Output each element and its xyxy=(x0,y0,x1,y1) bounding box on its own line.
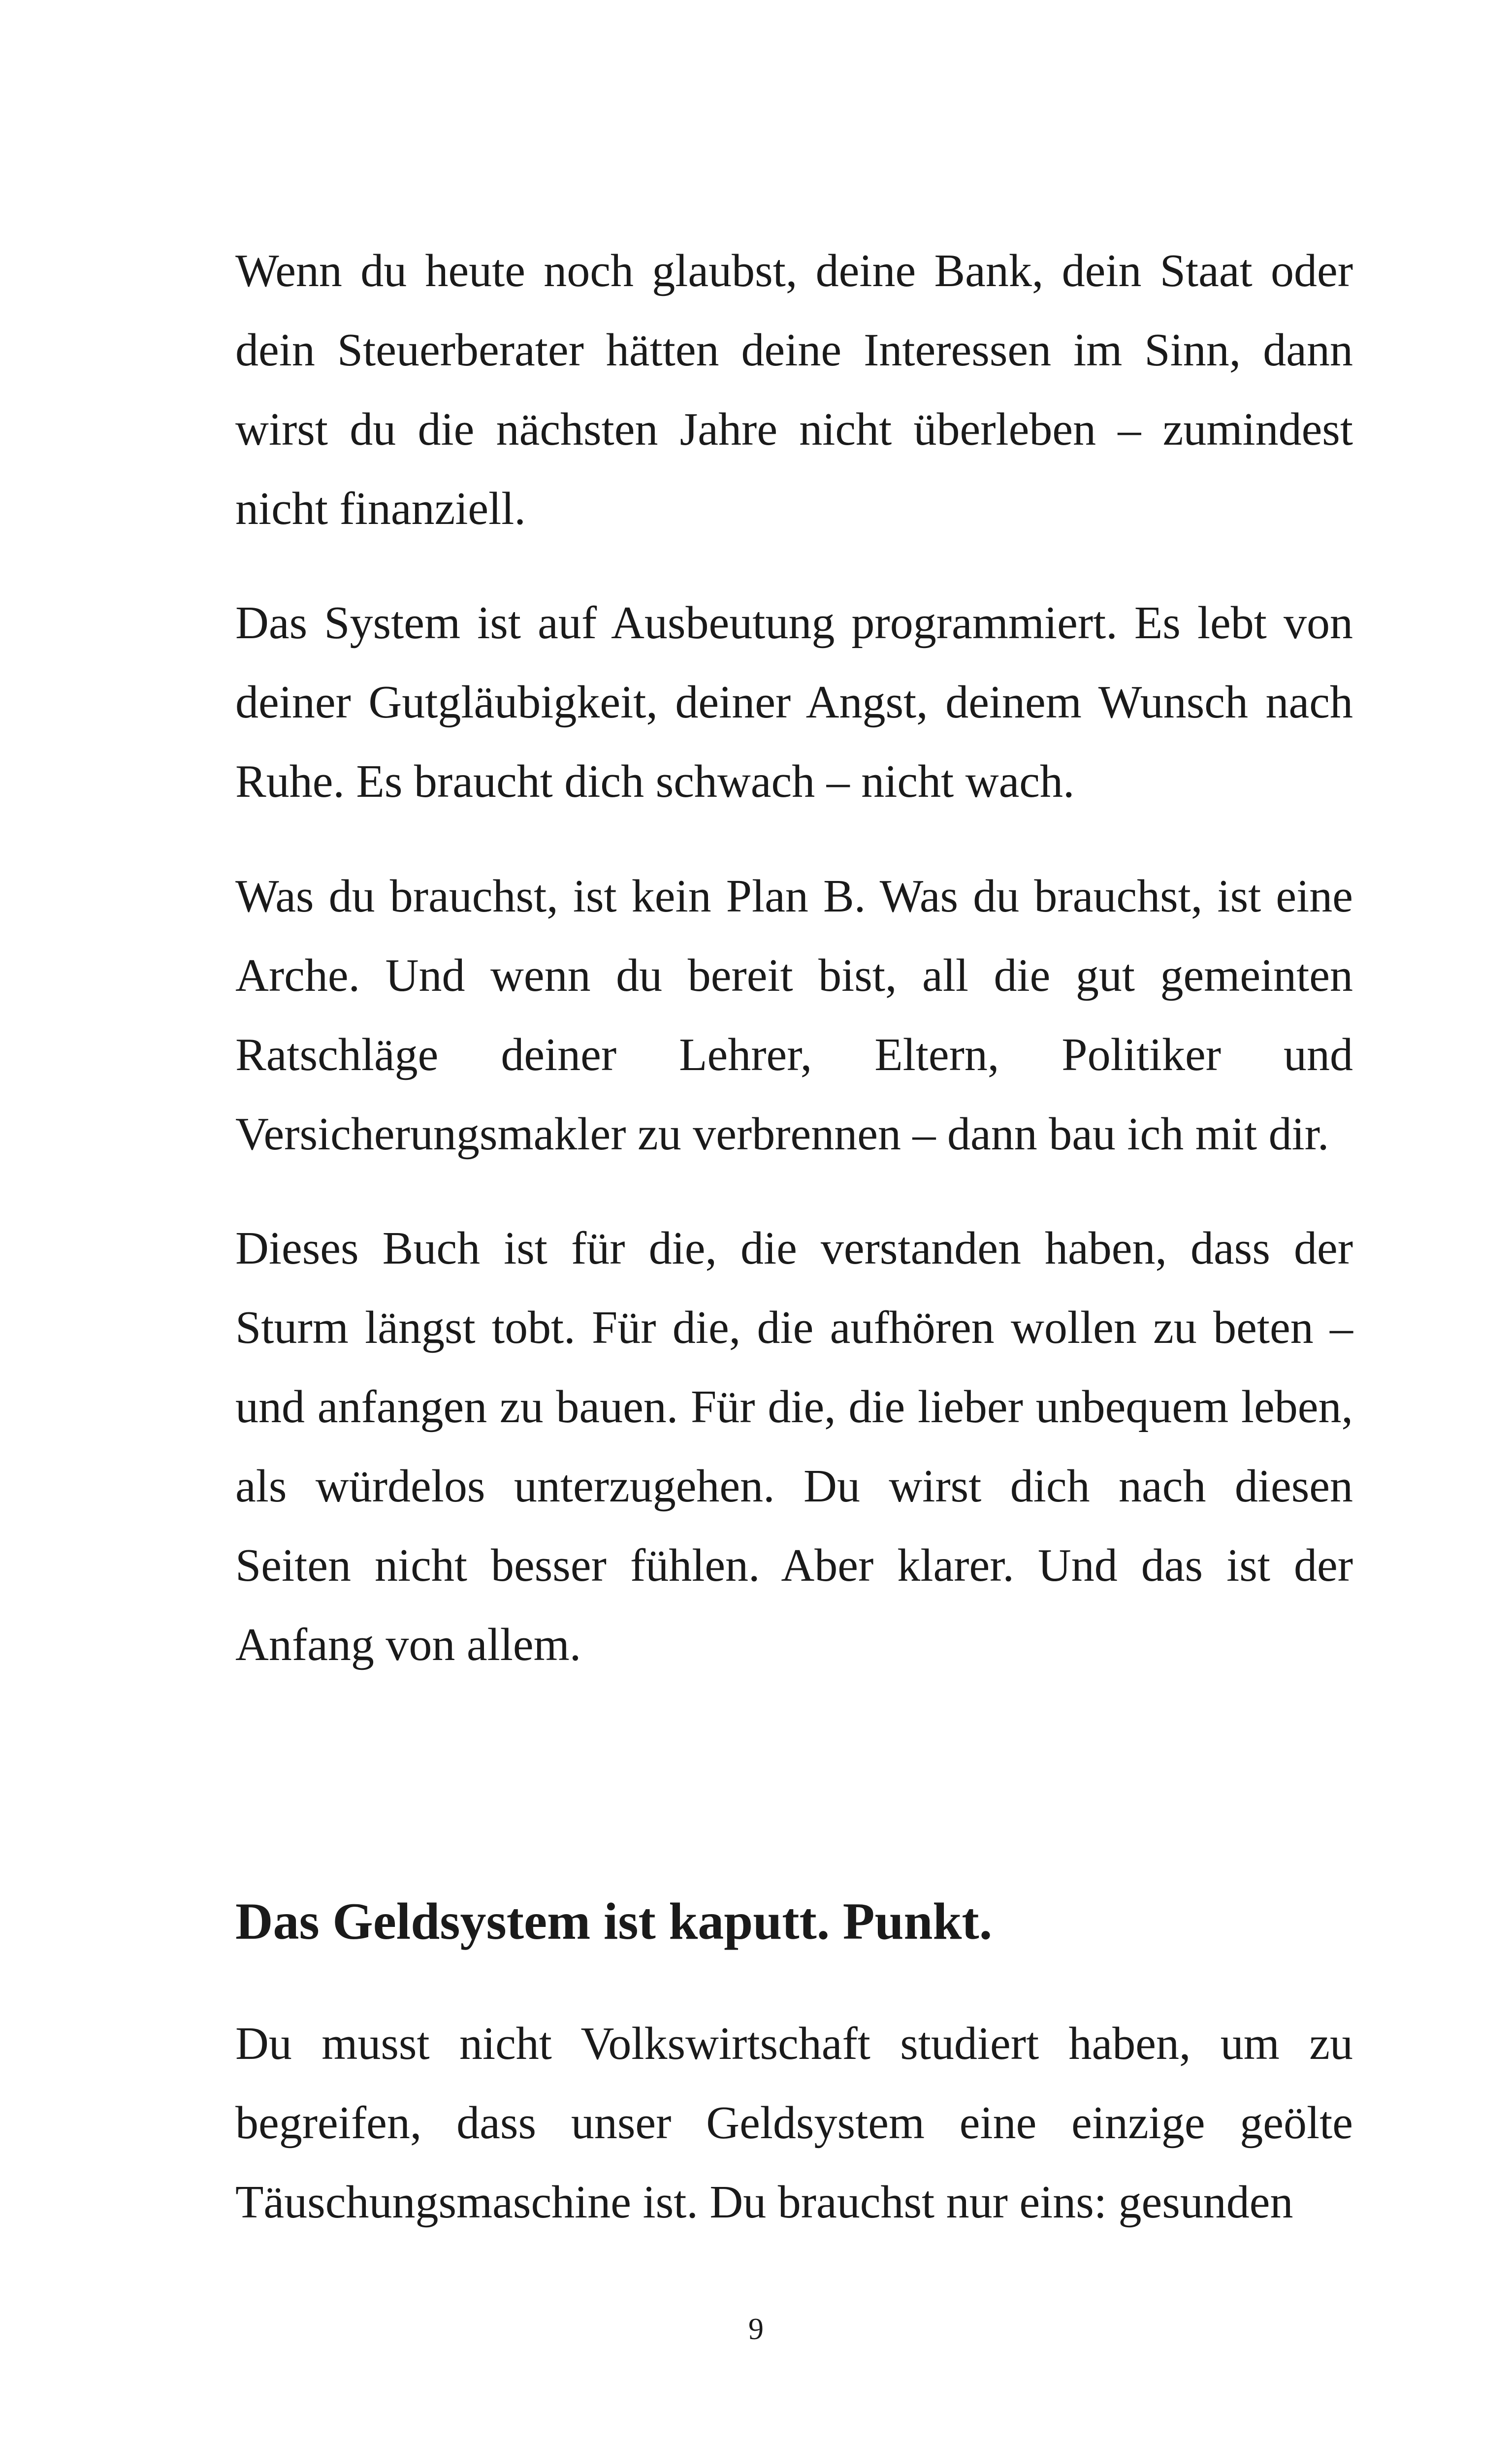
paragraph-system: Das System ist auf Ausbeutung programmiert. Es lebt von deiner Gutgläubigkeit, deiner Angst, deinem Wunsch nach Ruhe. Es braucht dich schwach – nicht wach. xyxy=(235,597,1353,807)
paragraph-geldsystem: Du musst nicht Volkswirtschaft studiert haben, um zu begreifen, dass unser Geldsystem eine einzige geölte Täuschungsmaschine ist. Du brauchst nur eins: gesunden xyxy=(235,2018,1353,2228)
paragraph-audience: Dieses Buch ist für die, die verstanden haben, dass der Sturm längst tobt. Für die, die aufhören wollen zu beten – und anfangen zu bauen. Für die, die lieber unbequem leben, als würdelos unterzugehen. Du wirst dich nach diesen Seiten nicht besser fühlen. Aber klarer. Und das ist der Anfang von allem. xyxy=(235,1223,1353,1670)
paragraph-arche: Was du brauchst, ist kein Plan B. Was du brauchst, ist eine Arche. Und wenn du bereit bist, all die gut gemeinten Ratschläge deiner Lehrer, Eltern, Politiker und Versicherungsmakler zu verbrennen – dann bau ich mit dir. xyxy=(235,871,1353,1160)
section-heading: Das Geldsystem ist kaputt. Punkt. xyxy=(235,1892,993,1950)
page-number: 9 xyxy=(748,2313,764,2346)
paragraph-intro: Wenn du heute noch glaubst, deine Bank, dein Staat oder dein Steuerberater hätten deine Interessen im Sinn, dann wirst du die nächsten Jahre nicht überleben – zumindest nicht finanziell. xyxy=(235,245,1353,534)
